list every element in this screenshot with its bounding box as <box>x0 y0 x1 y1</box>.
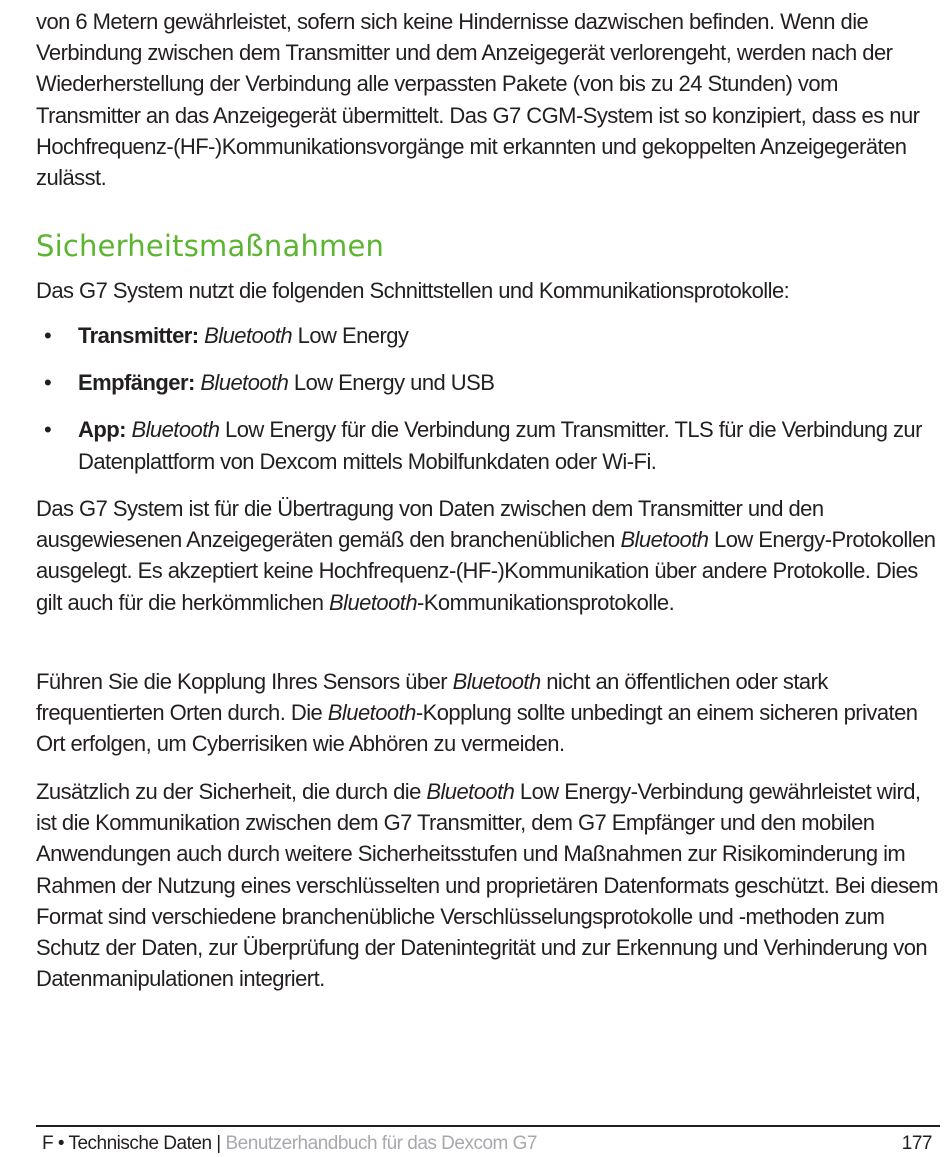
encryption-paragraph <box>36 776 940 994</box>
intro-paragraph: von 6 Metern gewährleistet, sofern sich keine Hindernisse dazwischen befinden. Wenn die Verbindung zwischen dem Transmitter und dem Anzeigegerät verlorengeht, werden nach der Wiederherstellung der Verbindung alle verpassten Pakete (von bis zu 24 Stunden) vom Transmitter an das Anzeigegerät übermittelt. Das G7 CGM-System ist so konzipiert, dass es nur Hochfrequenz-(HF-)Kommunikationsvorgänge mit erkannten und gekoppelten Anzeigegeräten zulässt. <box>36 9 920 191</box>
list-item-label: App: <box>78 417 126 443</box>
interface-list <box>36 320 940 493</box>
brand-name: Bluetooth <box>452 669 541 694</box>
paragraph-text: Führen Sie die Kopplung Ihres Sensors über <box>36 669 453 694</box>
list-item-brand: Bluetooth <box>200 370 289 396</box>
footer-section-label: F • Technische Daten <box>42 1133 217 1154</box>
paragraph-text: Das G7 System ist für die Übertragung von Daten zwischen dem Transmitter und den ausgewiesenen Anzeigegeräten gemäß den branchenüblichen <box>36 496 824 553</box>
section-heading: Sicherheitsmaßnahmen <box>36 229 385 263</box>
list-item-text: Low Energy für die Verbindung zum Transmitter. TLS für die Verbindung zur Datenplattform von Dexcom mittels Mobilfunkdaten oder Wi-Fi. <box>78 417 922 474</box>
list-item-label: Transmitter: <box>78 323 199 348</box>
section-lead: Das G7 System nutzt die folgenden Schnittstellen und Kommunikationsprotokolle: <box>36 278 790 303</box>
list-item-brand: Bluetooth <box>204 323 293 348</box>
list-item-app <box>36 414 940 476</box>
paragraph-text: Zusätzlich zu der Sicherheit, die durch die <box>36 779 427 804</box>
bullet-icon: • <box>44 323 52 348</box>
pairing-paragraph <box>36 666 940 760</box>
paragraph-text: -Kommunikationsprotokolle. <box>417 589 675 615</box>
bullet-icon: • <box>44 370 52 396</box>
footer-manual-title: Benutzerhandbuch für das Dexcom G7 <box>220 1133 537 1154</box>
page-number: 177 <box>901 1133 932 1154</box>
list-item-transmitter <box>36 320 940 351</box>
footer-divider <box>36 1125 940 1127</box>
list-item-receiver <box>36 367 940 398</box>
list-item-label: Empfänger: <box>78 370 195 396</box>
paragraph-text: nicht an öffentlichen oder stark frequentierten Orten durch. Die <box>36 669 828 726</box>
list-item-text: Low Energy <box>292 323 409 348</box>
brand-name: Bluetooth <box>327 700 416 726</box>
paragraph-text: -Kopplung sollte unbedingt an einem sicheren privaten Ort erfolgen, um Cyberrisiken wie Abhören zu vermeiden. <box>36 700 918 757</box>
list-item-text: Low Energy und USB <box>288 370 495 396</box>
footer-separator: | <box>216 1133 221 1154</box>
paragraph-text: Low Energy-Protokollen ausgelegt. Es akzeptiert keine Hochfrequenz-(HF-)Kommunikation über andere Protokolle. Dies gilt auch für die herkömmlichen <box>36 527 936 615</box>
brand-name: Bluetooth <box>620 527 709 553</box>
brand-name: Bluetooth <box>426 779 515 804</box>
footer-breadcrumb <box>42 1131 537 1157</box>
protocol-paragraph <box>36 493 940 618</box>
paragraph-text: Low Energy-Verbindung gewährleistet wird, ist die Kommunikation zwischen dem G7 Transmitter, dem G7 Empfänger und den mobilen Anwendungen auch durch weitere Sicherheitsstufen und Maßnahmen zur Risikominderung im Rahmen der Nutzung eines verschlüsselten und proprietären Datenformats geschützt. Bei diesem Format sind verschiedene branchenübliche Verschlüsselungsprotokolle und -methoden zum Schutz der Daten, zur Überprüfung der Datenintegrität und zur Erkennung und Verhinderung von Datenmanipulationen integriert. <box>36 779 939 992</box>
page-footer <box>36 1131 940 1157</box>
list-item-brand: Bluetooth <box>131 417 220 443</box>
brand-name: Bluetooth <box>329 589 418 615</box>
bullet-icon: • <box>44 417 52 443</box>
